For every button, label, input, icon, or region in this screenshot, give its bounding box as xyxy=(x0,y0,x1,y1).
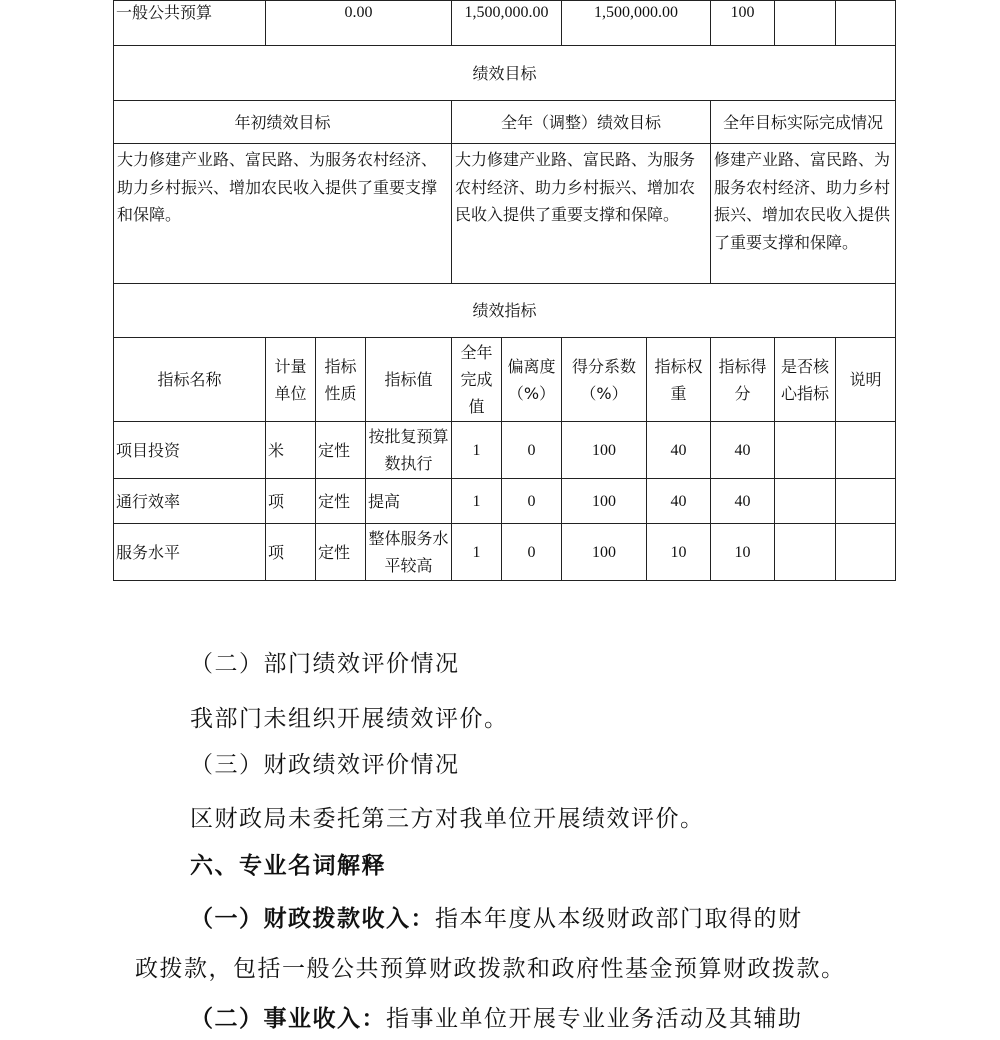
indicator-weight: 40 xyxy=(647,479,711,524)
indicator-deviation: 0 xyxy=(502,524,562,581)
indicator-note xyxy=(836,479,896,524)
indicator-nature: 定性 xyxy=(316,524,366,581)
indicator-unit: 米 xyxy=(266,422,316,479)
col-header: 指标得分 xyxy=(711,338,775,422)
definition-business-text: 指事业单位开展专业业务活动及其辅助 xyxy=(386,1006,803,1032)
budget-row xyxy=(114,1,896,46)
table-row xyxy=(114,479,896,524)
indicator-done: 1 xyxy=(452,422,502,479)
indicator-weight: 40 xyxy=(647,422,711,479)
indicator-done: 1 xyxy=(452,479,502,524)
col-header: 得分系数（%） xyxy=(562,338,647,422)
indicator-score: 40 xyxy=(711,422,775,479)
indicator-deviation: 0 xyxy=(502,422,562,479)
budget-value-5 xyxy=(775,1,836,46)
indicator-core xyxy=(775,479,836,524)
goal-text-initial: 大力修建产业路、富民路、为服务农村经济、助力乡村振兴、增加农民收入提供了重要支撑和保障。 xyxy=(114,144,452,284)
indicators-title: 绩效指标 xyxy=(114,284,896,338)
indicator-coefficient: 100 xyxy=(562,422,647,479)
indicator-core xyxy=(775,524,836,581)
budget-value-6 xyxy=(836,1,896,46)
indicator-score: 10 xyxy=(711,524,775,581)
col-header: 指标名称 xyxy=(114,338,266,422)
col-header: 指标权重 xyxy=(647,338,711,422)
indicator-nature: 定性 xyxy=(316,479,366,524)
indicator-done: 1 xyxy=(452,524,502,581)
heading-dept-evaluation: （二）部门绩效评价情况 xyxy=(190,651,460,677)
indicator-name: 通行效率 xyxy=(114,479,266,524)
goal-header-initial: 年初绩效目标 xyxy=(114,101,452,144)
col-header: 全年完成值 xyxy=(452,338,502,422)
col-header: 指标性质 xyxy=(316,338,366,422)
budget-value-2: 1,500,000.00 xyxy=(452,1,562,46)
goals-title: 绩效目标 xyxy=(114,46,896,101)
table-row xyxy=(114,422,896,479)
definition-fiscal-appropriation xyxy=(190,900,803,933)
indicator-note xyxy=(836,422,896,479)
col-header: 计量单位 xyxy=(266,338,316,422)
budget-value-4: 100 xyxy=(711,1,775,46)
definition-fiscal-text: 指本年度从本级财政部门取得的财 xyxy=(435,906,803,932)
table-row xyxy=(114,524,896,581)
budget-value-1: 0.00 xyxy=(266,1,452,46)
indicator-weight: 10 xyxy=(647,524,711,581)
goal-header-adjusted: 全年（调整）绩效目标 xyxy=(452,101,711,144)
indicator-unit: 项 xyxy=(266,479,316,524)
indicator-coefficient: 100 xyxy=(562,479,647,524)
indicator-name: 服务水平 xyxy=(114,524,266,581)
goal-text-adjusted: 大力修建产业路、富民路、为服务农村经济、助力乡村振兴、增加农民收入提供了重要支撑和保障。 xyxy=(452,144,711,284)
para-dept-evaluation: 我部门未组织开展绩效评价。 xyxy=(190,706,509,732)
goal-header-actual: 全年目标实际完成情况 xyxy=(711,101,896,144)
col-header: 是否核心指标 xyxy=(775,338,836,422)
para-fin-evaluation: 区财政局未委托第三方对我单位开展绩效评价。 xyxy=(190,806,705,832)
definition-business-income xyxy=(190,1000,803,1033)
performance-table xyxy=(113,0,896,581)
indicator-value: 提高 xyxy=(366,479,452,524)
indicator-core xyxy=(775,422,836,479)
col-header: 偏离度（%） xyxy=(502,338,562,422)
indicator-name: 项目投资 xyxy=(114,422,266,479)
definition-fiscal-continued: 政拨款，包括一般公共预算财政拨款和政府性基金预算财政拨款。 xyxy=(135,956,846,982)
indicator-unit: 项 xyxy=(266,524,316,581)
goal-text-actual: 修建产业路、富民路、为服务农村经济、助力乡村振兴、增加农民收入提供了重要支撑和保障。 xyxy=(711,144,896,284)
indicator-nature: 定性 xyxy=(316,422,366,479)
col-header: 指标值 xyxy=(366,338,452,422)
budget-value-3: 1,500,000.00 xyxy=(562,1,711,46)
heading-fin-evaluation: （三）财政绩效评价情况 xyxy=(190,752,460,778)
indicator-note xyxy=(836,524,896,581)
indicator-coefficient: 100 xyxy=(562,524,647,581)
indicator-header-row xyxy=(114,338,896,422)
col-header: 说明 xyxy=(836,338,896,422)
section-six-heading: 六、专业名词解释 xyxy=(190,853,386,879)
indicator-deviation: 0 xyxy=(502,479,562,524)
indicator-value: 整体服务水平较高 xyxy=(366,524,452,581)
term-fiscal-appropriation: （一）财政拨款收入： xyxy=(190,906,435,932)
term-business-income: （二）事业收入： xyxy=(190,1006,386,1032)
indicator-value: 按批复预算数执行 xyxy=(366,422,452,479)
budget-name: 一般公共预算 xyxy=(114,1,266,46)
indicator-score: 40 xyxy=(711,479,775,524)
